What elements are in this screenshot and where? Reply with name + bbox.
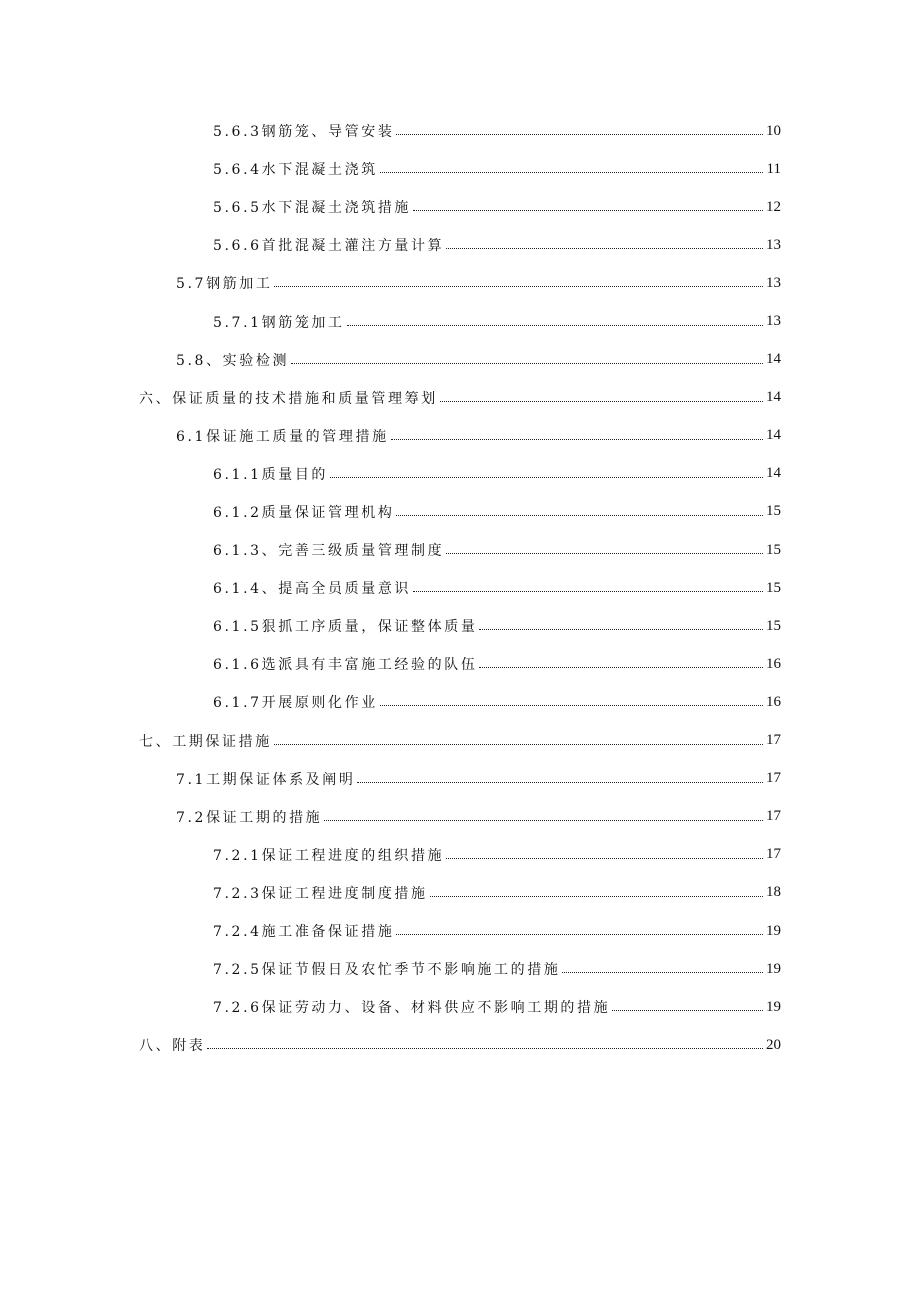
dot-leader (396, 514, 763, 516)
toc-entry[interactable] (0, 836, 920, 874)
toc-entry-title: 7.2.1保证工程进度的组织措施 (213, 847, 445, 864)
dot-leader (380, 171, 763, 173)
toc-entry-page: 13 (766, 313, 781, 330)
toc-entry-title: 7.2.4施工准备保证措施 (213, 924, 395, 941)
dot-leader (274, 285, 763, 287)
toc-entry[interactable] (0, 683, 920, 721)
toc-entry-title: 5.6.3钢筋笼、导管安装 (213, 124, 395, 141)
dot-leader (396, 933, 763, 935)
toc-entry-page: 14 (766, 351, 781, 368)
dot-leader (430, 895, 763, 897)
toc-entry-page: 11 (766, 160, 781, 177)
toc-entry-page: 19 (766, 960, 781, 977)
toc-entry-page: 17 (766, 846, 781, 863)
toc-entry[interactable] (0, 302, 920, 340)
toc-entry-title: 5.6.5水下混凝土浇筑措施 (213, 200, 412, 217)
dot-leader (324, 819, 763, 821)
toc-entry-title: 7.2.5保证节假日及农忙季节不影响施工的措施 (213, 962, 561, 979)
toc-entry-page: 15 (766, 503, 781, 520)
toc-entry[interactable] (0, 874, 920, 912)
toc-entry-title: 七、工期保证措施 (139, 733, 272, 750)
toc-entry-page: 12 (766, 198, 781, 215)
toc-entry[interactable] (0, 112, 920, 150)
toc-entry-page: 14 (766, 465, 781, 482)
toc-entry-title: 5.8、实验检测 (176, 352, 290, 369)
dot-leader (446, 247, 763, 249)
toc-entry[interactable] (0, 645, 920, 683)
dot-leader (446, 857, 763, 859)
toc-entry-page: 16 (766, 693, 781, 710)
dot-leader (413, 209, 763, 211)
toc-entry[interactable] (0, 417, 920, 455)
toc-entry-page: 15 (766, 579, 781, 596)
toc-entry[interactable] (0, 379, 920, 417)
toc-entry[interactable] (0, 912, 920, 950)
toc-entry-title: 六、保证质量的技术措施和质量管理筹划 (139, 390, 438, 407)
toc-entry-page: 10 (766, 122, 781, 139)
toc-entry-title: 6.1.7开展原则化作业 (213, 695, 378, 712)
toc-entry-title: 7.2.6保证劳动力、设备、材料供应不影响工期的措施 (213, 1000, 611, 1017)
toc-entry-title: 5.7.1钢筋笼加工 (213, 314, 345, 331)
toc-entry-page: 14 (766, 427, 781, 444)
toc-entry[interactable] (0, 531, 920, 569)
toc-entry[interactable] (0, 950, 920, 988)
toc-entry-page: 18 (766, 884, 781, 901)
dot-leader (347, 324, 763, 326)
toc-entry[interactable] (0, 150, 920, 188)
toc-entry-page: 14 (766, 389, 781, 406)
toc-entry-title: 6.1保证施工质量的管理措施 (176, 428, 389, 445)
toc-entry[interactable] (0, 341, 920, 379)
toc-entry[interactable] (0, 988, 920, 1026)
dot-leader (396, 133, 763, 135)
table-of-contents (0, 112, 920, 1064)
toc-entry-page: 15 (766, 541, 781, 558)
dot-leader (207, 1047, 763, 1049)
dot-leader (413, 590, 763, 592)
toc-entry-title: 6.1.5狠抓工序质量，保证整体质量 (213, 619, 478, 636)
dot-leader (479, 628, 763, 630)
toc-entry-title: 6.1.6选派具有丰富施工经验的队伍 (213, 657, 478, 674)
dot-leader (479, 666, 763, 668)
toc-entry-title: 7.1工期保证体系及阐明 (176, 771, 356, 788)
toc-entry-page: 16 (766, 655, 781, 672)
toc-entry[interactable] (0, 1026, 920, 1064)
toc-entry-page: 13 (766, 236, 781, 253)
toc-entry-page: 15 (766, 617, 781, 634)
toc-entry[interactable] (0, 798, 920, 836)
toc-entry-page: 13 (766, 274, 781, 291)
toc-entry-title: 6.1.1质量目的 (213, 466, 329, 483)
toc-entry-title: 7.2保证工期的措施 (176, 809, 323, 826)
toc-entry-title: 八、附表 (139, 1038, 206, 1055)
toc-entry-title: 6.1.3、完善三级质量管理制度 (213, 543, 445, 560)
toc-entry[interactable] (0, 760, 920, 798)
toc-entry-page: 17 (766, 732, 781, 749)
toc-entry-title: 6.1.2质量保证管理机构 (213, 504, 395, 521)
dot-leader (446, 552, 763, 554)
toc-entry-title: 6.1.4、提高全员质量意识 (213, 581, 412, 598)
toc-entry-title: 5.6.4水下混凝土浇筑 (213, 162, 378, 179)
toc-entry-title: 5.7钢筋加工 (176, 276, 273, 293)
toc-entry-title: 5.6.6首批混凝土灌注方量计算 (213, 238, 445, 255)
toc-entry-page: 20 (766, 1036, 781, 1053)
dot-leader (380, 704, 763, 706)
dot-leader (291, 362, 763, 364)
dot-leader (391, 438, 763, 440)
dot-leader (562, 971, 763, 973)
toc-entry[interactable] (0, 722, 920, 760)
dot-leader (274, 743, 763, 745)
dot-leader (440, 400, 763, 402)
toc-entry[interactable] (0, 226, 920, 264)
toc-entry[interactable] (0, 188, 920, 226)
toc-entry[interactable] (0, 493, 920, 531)
toc-entry[interactable] (0, 569, 920, 607)
toc-entry-page: 17 (766, 770, 781, 787)
toc-entry-page: 17 (766, 808, 781, 825)
dot-leader (612, 1009, 763, 1011)
dot-leader (330, 476, 763, 478)
toc-entry[interactable] (0, 264, 920, 302)
toc-entry[interactable] (0, 607, 920, 645)
toc-entry[interactable] (0, 455, 920, 493)
toc-entry-page: 19 (766, 998, 781, 1015)
toc-entry-title: 7.2.3保证工程进度制度措施 (213, 885, 428, 902)
toc-entry-page: 19 (766, 922, 781, 939)
dot-leader (357, 781, 763, 783)
